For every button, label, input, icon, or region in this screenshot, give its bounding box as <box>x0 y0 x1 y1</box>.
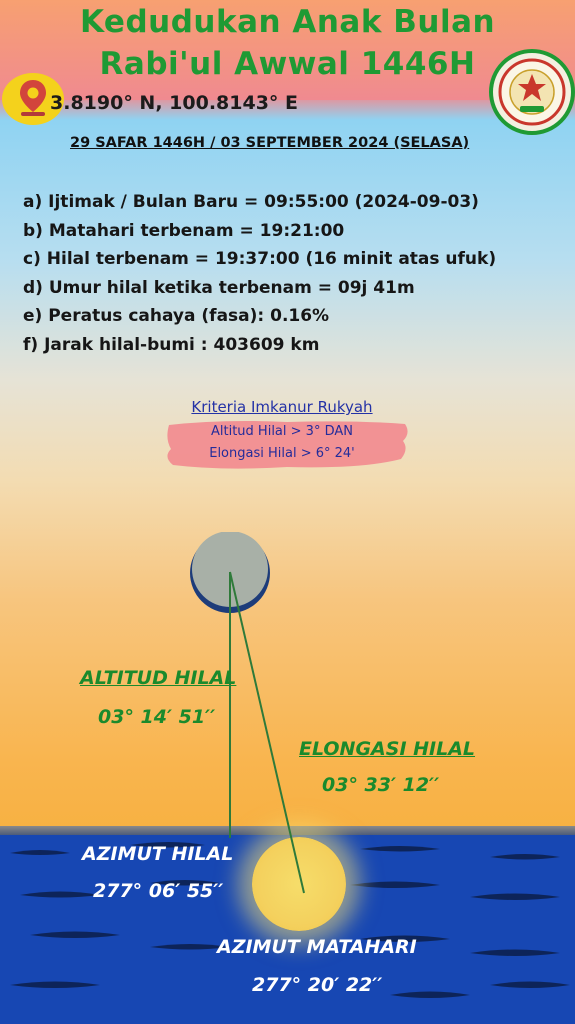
elongation-label: ELONGASI HILAL <box>299 738 476 760</box>
page-title-line1: Kedudukan Anak Bulan <box>79 4 496 40</box>
kriteria-elongation: Elongasi Hilal > 6° 24' <box>209 446 355 461</box>
page-title-line2: Rabi'ul Awwal 1446H <box>99 46 476 82</box>
sun-azimuth-value: 277° 20′ 22′′ <box>252 974 383 996</box>
fact-moonset: c) Hilal terbenam = 19:37:00 (16 minit atas ufuk) <box>23 249 497 269</box>
altitude-label: ALTITUD HILAL <box>80 667 237 689</box>
fact-moon-age: d) Umur hilal ketika terbenam = 09j 41m <box>23 277 415 298</box>
elongation-value: 03° 33′ 12′′ <box>322 774 440 796</box>
coordinates-text: 3.8190° N, 100.8143° E <box>50 92 299 114</box>
fact-illumination: e) Peratus cahaya (fasa): 0.16% <box>23 306 330 326</box>
fact-ijtimak: a) Ijtimak / Bulan Baru = 09:55:00 (2024-09-03) <box>23 192 479 212</box>
moon-azimuth-label: AZIMUT HILAL <box>82 843 234 865</box>
kriteria-altitude: Altitud Hilal > 3° DAN <box>211 424 353 439</box>
kriteria-title: Kriteria Imkanur Rukyah <box>191 398 373 416</box>
sun-azimuth-label: AZIMUT MATAHARI <box>217 936 417 958</box>
moon-azimuth-value: 277° 06′ 55′′ <box>93 880 224 902</box>
date-line: 29 SAFAR 1446H / 03 SEPTEMBER 2024 (SELASA) <box>70 135 470 151</box>
altitude-value: 03° 14′ 51′′ <box>98 706 216 728</box>
fact-distance: f) Jarak hilal-bumi : 403609 km <box>23 334 320 355</box>
fact-sunset: b) Matahari terbenam = 19:21:00 <box>23 220 345 241</box>
